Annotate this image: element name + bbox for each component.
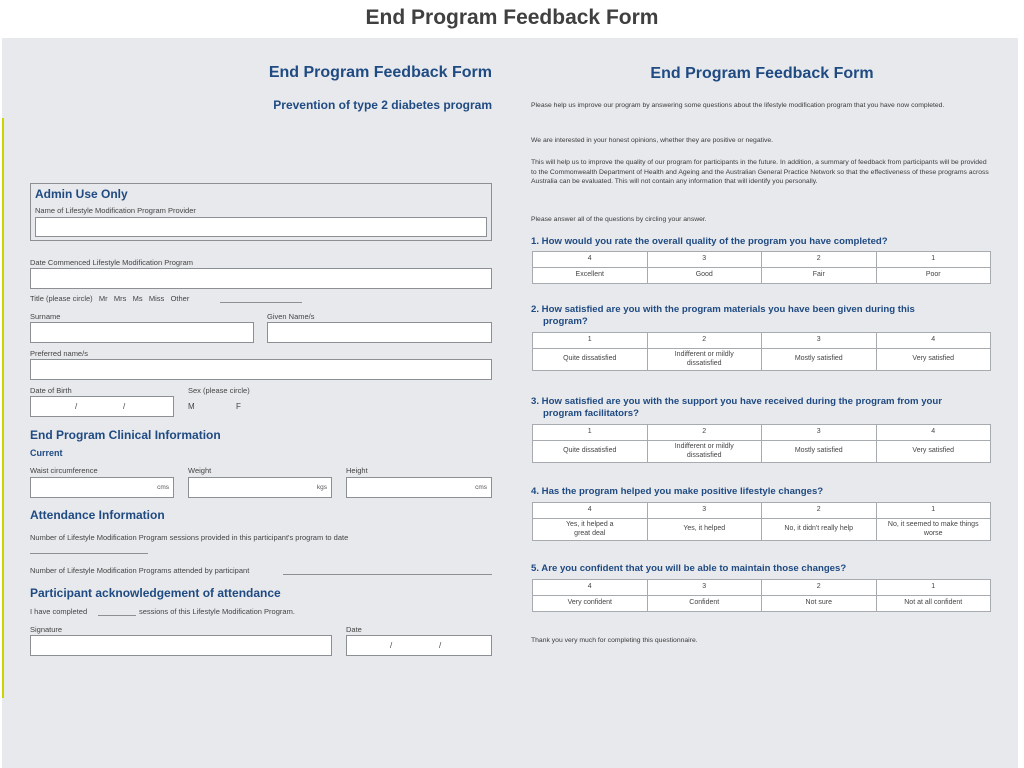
- ack-sessions-line[interactable]: [98, 615, 136, 616]
- score-cell[interactable]: 3: [762, 333, 877, 349]
- title-label: Title (please circle) Mr Mrs Ms Miss Other: [30, 294, 190, 303]
- preferred-name-field[interactable]: [30, 359, 492, 380]
- page-title: End Program Feedback Form: [365, 6, 659, 29]
- score-cell[interactable]: 2: [762, 252, 877, 268]
- score-cell[interactable]: 2: [762, 503, 877, 519]
- score-cell[interactable]: 1: [876, 503, 991, 519]
- form-sheet: [2, 38, 1018, 768]
- date-commenced-label: Date Commenced Lifestyle Modification Program: [30, 258, 193, 267]
- answer-cell[interactable]: Very satisfied: [876, 349, 991, 371]
- score-cell[interactable]: 1: [533, 425, 648, 441]
- score-cell[interactable]: 4: [876, 333, 991, 349]
- intro-paragraph-2: We are interested in your honest opinions, whether they are positive or negative.: [531, 137, 774, 144]
- answer-cell[interactable]: Fair: [762, 268, 877, 284]
- answer-cell[interactable]: No, it seemed to make things worse: [876, 519, 991, 541]
- current-heading: Current: [30, 448, 63, 458]
- answer-cell[interactable]: Indifferent or mildly dissatisfied: [647, 441, 762, 463]
- score-cell[interactable]: 1: [533, 333, 648, 349]
- score-cell[interactable]: 4: [533, 580, 648, 596]
- sex-label: Sex (please circle): [188, 386, 250, 395]
- accent-bar: [2, 118, 4, 698]
- height-label: Height: [346, 466, 368, 475]
- given-names-field[interactable]: [267, 322, 492, 343]
- right-form-title: End Program Feedback Form: [650, 65, 874, 82]
- other-title-line[interactable]: [220, 302, 302, 303]
- answer-cell[interactable]: Yes, it helped a great deal: [533, 519, 648, 541]
- answer-cell[interactable]: Good: [647, 268, 762, 284]
- answer-cell[interactable]: Mostly satisfied: [762, 349, 877, 371]
- date-separator: /: [439, 641, 442, 650]
- surname-field[interactable]: [30, 322, 254, 343]
- answer-cell[interactable]: Very satisfied: [876, 441, 991, 463]
- score-cell[interactable]: 3: [647, 252, 762, 268]
- score-cell[interactable]: 2: [762, 580, 877, 596]
- sessions-label: Number of Lifestyle Modification Program sessions provided in this participant's program to date: [30, 533, 349, 542]
- waist-field[interactable]: [30, 477, 174, 498]
- date-separator: /: [123, 402, 126, 411]
- left-form-subtitle: Prevention of type 2 diabetes program: [273, 98, 492, 112]
- answer-cell[interactable]: Confident: [647, 596, 762, 612]
- answer-cell[interactable]: Not sure: [762, 596, 877, 612]
- dob-label: Date of Birth: [30, 386, 72, 395]
- question-3-table: [532, 424, 991, 463]
- waist-label: Waist circumference: [30, 466, 98, 475]
- weight-field[interactable]: [188, 477, 332, 498]
- attended-line[interactable]: [283, 574, 492, 575]
- signature-field[interactable]: [30, 635, 332, 656]
- question-5: 5. Are you confident that you will be able to maintain those changes?: [531, 563, 847, 574]
- date-label: Date: [346, 625, 362, 634]
- answer-cell[interactable]: Poor: [876, 268, 991, 284]
- question-5-table: [532, 579, 991, 612]
- question-1: 1. How would you rate the overall quality of the program you have completed?: [531, 236, 888, 247]
- question-1-table: [532, 251, 991, 284]
- answer-cell[interactable]: Quite dissatisfied: [533, 349, 648, 371]
- question-4-table: [532, 502, 991, 541]
- provider-label: Name of Lifestyle Modification Program Provider: [35, 206, 196, 215]
- attendance-heading: Attendance Information: [30, 508, 165, 522]
- date-separator: /: [390, 641, 393, 650]
- answer-cell[interactable]: Not at all confident: [876, 596, 991, 612]
- dob-field[interactable]: [30, 396, 174, 417]
- height-field[interactable]: [346, 477, 492, 498]
- answer-cell[interactable]: Yes, it helped: [647, 519, 762, 541]
- thank-you-text: Thank you very much for completing this questionnaire.: [531, 637, 698, 644]
- date-separator: /: [75, 402, 78, 411]
- score-cell[interactable]: 3: [647, 503, 762, 519]
- answer-cell[interactable]: Quite dissatisfied: [533, 441, 648, 463]
- intro-paragraph-4: Please answer all of the questions by circling your answer.: [531, 216, 707, 223]
- score-cell[interactable]: 2: [647, 333, 762, 349]
- score-cell[interactable]: 4: [533, 503, 648, 519]
- question-3: 3. How satisfied are you with the support you have received during the program from your program facilitators?: [531, 396, 943, 419]
- acknowledgement-heading: Participant acknowledgement of attendance: [30, 586, 281, 600]
- given-names-label: Given Name/s: [267, 312, 315, 321]
- height-unit: cms: [475, 484, 487, 491]
- ack-text-pre: I have completed: [30, 607, 88, 616]
- question-2: 2. How satisfied are you with the program materials you have been given during this program?: [531, 304, 915, 327]
- answer-cell[interactable]: No, it didn't really help: [762, 519, 877, 541]
- answer-cell[interactable]: Indifferent or mildly dissatisfied: [647, 349, 762, 371]
- provider-field[interactable]: [35, 217, 487, 237]
- preferred-name-label: Preferred name/s: [30, 349, 88, 358]
- weight-label: Weight: [188, 466, 212, 475]
- question-4: 4. Has the program helped you make positive lifestyle changes?: [531, 486, 824, 497]
- answer-cell[interactable]: Very confident: [533, 596, 648, 612]
- sign-date-field[interactable]: [346, 635, 492, 656]
- score-cell[interactable]: 1: [876, 252, 991, 268]
- signature-label: Signature: [30, 625, 63, 634]
- date-commenced-field[interactable]: [30, 268, 492, 289]
- clinical-heading: End Program Clinical Information: [30, 428, 221, 442]
- intro-paragraph-3: This will help us to improve the quality of our program for participants in the future. In addition, a summary of feedback from participants will be provided to the Commonwealth Department of Health and Ageing and the Australian General Practice Network so that the effectiveness of these programs across Australia can be evaluated. This will not contain any information that will identify you personally.: [531, 159, 989, 185]
- admin-use-box: [30, 183, 492, 241]
- attended-label: Number of Lifestyle Modification Programs attended by participant: [30, 566, 250, 575]
- score-cell[interactable]: 2: [647, 425, 762, 441]
- weight-unit: kgs: [316, 484, 327, 491]
- sessions-line[interactable]: [30, 553, 148, 554]
- answer-cell[interactable]: Excellent: [533, 268, 648, 284]
- score-cell[interactable]: 4: [876, 425, 991, 441]
- sex-option-m[interactable]: M: [188, 402, 195, 411]
- intro-paragraph-1: Please help us improve our program by answering some questions about the lifestyle modification program that you have now completed.: [531, 102, 945, 109]
- question-2-table: [532, 332, 991, 371]
- score-cell[interactable]: 4: [533, 252, 648, 268]
- score-cell[interactable]: 1: [876, 580, 991, 596]
- ack-text-post: sessions of this Lifestyle Modification Program.: [139, 607, 295, 616]
- surname-label: Surname: [30, 312, 61, 321]
- score-cell[interactable]: 3: [762, 425, 877, 441]
- waist-unit: cms: [157, 484, 169, 491]
- sex-option-f[interactable]: F: [236, 402, 241, 411]
- left-form-title: End Program Feedback Form: [268, 64, 492, 81]
- score-cell[interactable]: 3: [647, 580, 762, 596]
- admin-title: Admin Use Only: [35, 187, 128, 201]
- answer-cell[interactable]: Mostly satisfied: [762, 441, 877, 463]
